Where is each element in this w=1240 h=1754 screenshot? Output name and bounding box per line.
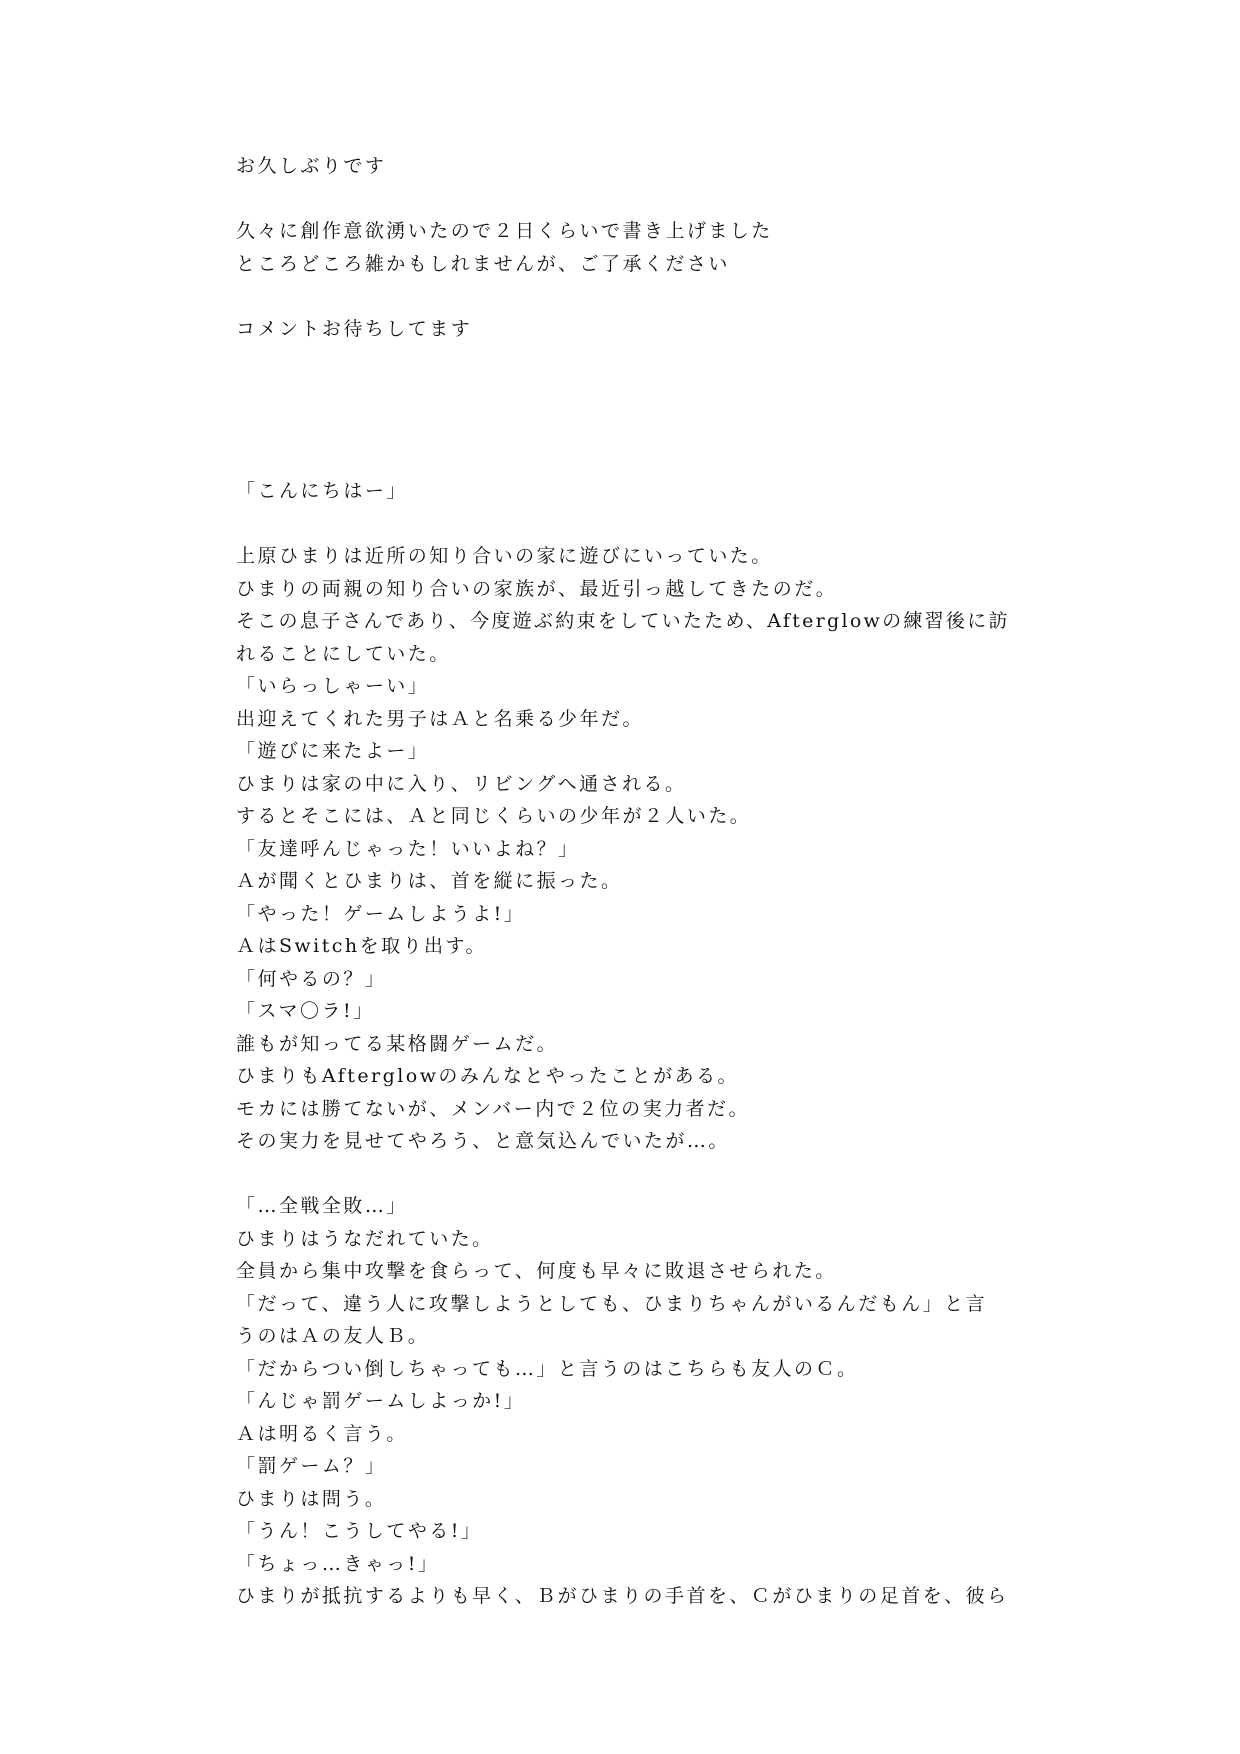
text-line: お久しぶりです <box>236 155 387 177</box>
text-line: 「スマ〇ラ!」 <box>236 1000 375 1022</box>
text-line: ひまりは問う。 <box>236 1487 387 1510</box>
text-line: 「罰ゲーム？」 <box>236 1455 387 1477</box>
text-line: 「…全戦全敗…」 <box>236 1195 408 1217</box>
text-line: ひまりはうなだれていた。 <box>236 1227 494 1250</box>
text-line: モカには勝てないが、メンバー内で２位の実力者だ。 <box>236 1097 750 1120</box>
text-line: 「だからつい倒しちゃっても…」と言うのはこちらも友人のＣ。 <box>236 1357 859 1380</box>
text-line: ＡはSwitchを取り出す。 <box>236 935 487 957</box>
text-line: 「何やるの？」 <box>236 967 387 990</box>
text-line: ところどころ雑かもしれませんが、ご了承ください <box>236 252 730 275</box>
section-gap <box>236 378 1016 411</box>
text-line: ひまりの両親の知り合いの家族が、最近引っ越してきたのだ。 <box>236 577 838 600</box>
blank-line <box>236 1158 1016 1191</box>
text-line: 「いらっしゃーい」 <box>236 675 430 697</box>
text-line: するとそこには、Ａと同じくらいの少年が２人いた。 <box>236 805 752 827</box>
blank-line <box>236 280 1016 313</box>
text-line: 「うん！こうしてやる!」 <box>236 1520 483 1542</box>
blank-line <box>236 508 1016 541</box>
text-line: 「遊びに来たよー」 <box>236 740 430 762</box>
blank-line <box>236 183 1016 216</box>
text-line: うのはＡの友人Ｂ。 <box>236 1325 430 1347</box>
preface-section <box>236 150 1016 345</box>
story-section <box>236 475 1016 1613</box>
text-line: そこの息子さんであり、今度遊ぶ約束をしていたため、Afterglowの練習後に訪 <box>236 610 1010 632</box>
text-line: 出迎えてくれた男子はＡと名乗る少年だ。 <box>236 707 644 730</box>
text-line: 「こんにちはー」 <box>236 480 408 502</box>
text-line: 全員から集中攻撃を食らって、何度も早々に敗退させられた。 <box>236 1260 837 1282</box>
section-gap <box>236 410 1016 443</box>
text-line: ひまりが抵抗するよりも早く、Ｂがひまりの手首を、Ｃがひまりの足首を、彼ら <box>236 1585 1009 1607</box>
text-line: 誰もが知ってる某格闘ゲームだ。 <box>236 1032 559 1055</box>
document-body <box>236 150 1016 1613</box>
text-line: コメントお待ちしてます <box>236 317 473 340</box>
text-line: ひまりは家の中に入り、リビングへ通される。 <box>236 772 687 795</box>
section-gap <box>236 345 1016 378</box>
text-line: 久々に創作意欲湧いたので２日くらいで書き上げました <box>236 220 773 242</box>
section-gap <box>236 443 1016 476</box>
text-line: Ａは明るく言う。 <box>236 1422 408 1445</box>
text-line: 「だって、違う人に攻撃しようとしても、ひまりちゃんがいるんだもん」と言 <box>236 1292 988 1315</box>
text-line: 「友達呼んじゃった！いいよね？」 <box>236 837 580 860</box>
text-line: ひまりもAfterglowのみんなとやったことがある。 <box>236 1065 740 1087</box>
text-line: 「やった！ゲームしようよ!」 <box>236 902 526 925</box>
text-line: 「ちょっ…きゃっ!」 <box>236 1552 440 1575</box>
text-line: 「んじゃ罰ゲームしよっか!」 <box>236 1390 526 1412</box>
text-line: Ａが聞くとひまりは、首を縦に振った。 <box>236 870 623 892</box>
text-line: 上原ひまりは近所の知り合いの家に遊びにいっていた。 <box>236 545 773 567</box>
text-line: れることにしていた。 <box>236 642 451 665</box>
text-line: その実力を見せてやろう、と意気込んでいたが…。 <box>236 1130 730 1152</box>
